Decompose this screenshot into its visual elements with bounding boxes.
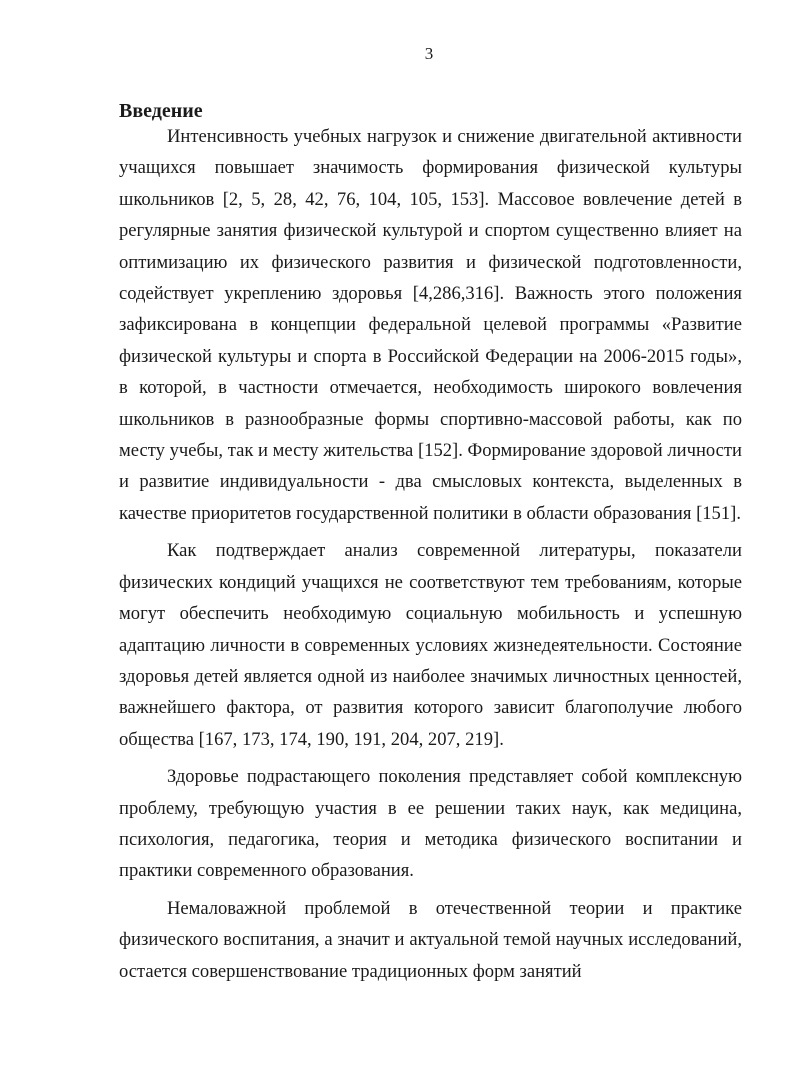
paragraph-4: Немаловажной проблемой в отечественной теории и практике физического воспитания, а значит и актуальной темой научных исследований, остается совершенствование традиционных форм занятий [119,897,742,982]
paragraph-3: Здоровье подрастающего поколения представляет собой комплексную проблему, требующую участия в ее решении таких наук, как медицина, психология, педагогика, теория и методика физического воспитании и практики современного образования. [119,766,742,882]
paragraph-2: Как подтверждает анализ современной литературы, показатели физических кондиций учащихся не соответствуют тем требованиям, которые могут обеспечить необходимую социальную мобильность и успешную адаптацию личности в современных условиях жизнедеятельности. Состояние здоровья детей является одной из наиболее значимых личностных ценностей, важнейшего фактора, от развития которого зависит благополучие любого общества [167, 173, 174, 190, 191, 204, 207, 219]. [119,540,742,750]
body-text [119,121,742,987]
page-number: 3 [424,44,434,63]
section-heading: Введение [119,100,203,122]
paragraph-1: Интенсивность учебных нагрузок и снижение двигательной активности учащихся повышает значимость формирования физической культуры школьников [2, 5, 28, 42, 76, 104, 105, 153]. Массовое вовлечение детей в регулярные занятия физической культурой и спортом существенно влияет на оптимизацию их физического развития и физической подготовленности, содействует укреплению здоровья [4,286,316]. Важность этого положения зафиксирована в концепции федеральной целевой программы «Развитие физической культуры и спорта в Российской Федерации на 2006-2015 годы», в которой, в частности отмечается, необходимость широкого вовлечения школьников в разнообразные формы спортивно-массовой работы, как по месту учебы, так и месту жительства [152]. Формирование здоровой личности и развитие индивидуальности - два смысловых контекста, выделенных в качестве приоритетов государственной политики в области образования [151]. [119,126,742,524]
